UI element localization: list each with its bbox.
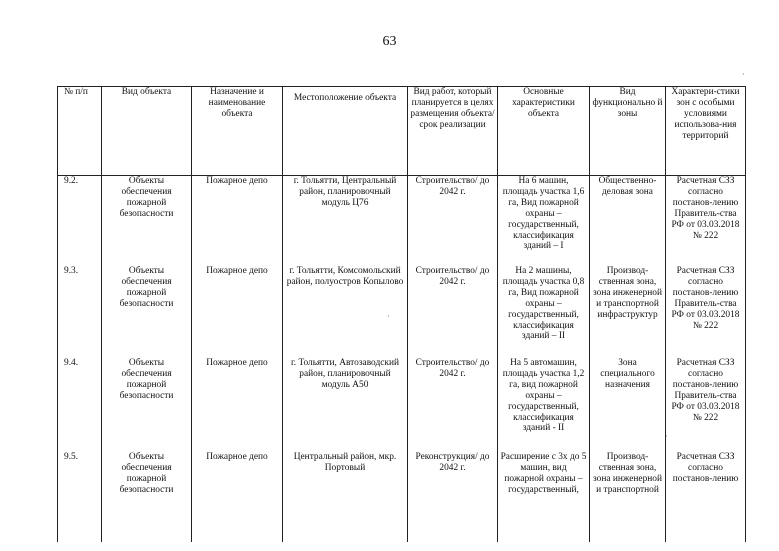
header-location: Местоположение объекта xyxy=(283,87,408,176)
object-type-cell: Объекты обеспечения пожарной безопасности xyxy=(102,452,192,542)
works-cell: Строительство/ до 2042 г. xyxy=(408,266,498,358)
header-zone: Вид функционально й зоны xyxy=(590,87,666,176)
works-cell: Строительство/ до 2042 г. xyxy=(408,176,498,267)
characteristics-cell: На 5 автомашин, площадь участка 1,2 га, вид пожарной охраны – государственный, классификация зданий - II xyxy=(498,358,590,452)
restrictions-cell: Расчетная СЗЗ согласно постанов-лению xyxy=(666,452,746,542)
characteristics-cell: На 6 машин, площадь участка 1,6 га, Вид пожарной охраны – государственный, классификация зданий – I xyxy=(498,176,590,267)
header-object-type: Вид объекта xyxy=(102,87,192,176)
restrictions-cell: Расчетная СЗЗ согласно постанов-лению Правитель-ства РФ от 03.03.2018 № 222 xyxy=(666,266,746,358)
table-header-row xyxy=(58,87,746,176)
table-row xyxy=(58,176,746,267)
table-row xyxy=(58,358,746,452)
purpose-cell: Пожарное депо xyxy=(192,266,283,358)
scan-speck: · xyxy=(387,312,390,321)
table-row xyxy=(58,452,746,542)
characteristics-cell: Расширение с 3х до 5 машин, вид пожарной охраны – государственный, xyxy=(498,452,590,542)
row-number: 9.2. xyxy=(58,176,102,267)
row-number: 9.5. xyxy=(58,452,102,542)
header-purpose: Назначение и наименование объекта xyxy=(192,87,283,176)
zone-cell: Зона специального назначения xyxy=(590,358,666,452)
purpose-cell: Пожарное депо xyxy=(192,452,283,542)
object-type-cell: Объекты обеспечения пожарной безопасности xyxy=(102,176,192,267)
page-number: 63 xyxy=(382,34,397,49)
location-cell: Центральный район, мкр. Портовый xyxy=(283,452,408,542)
location-cell: г. Тольятти, Комсомольский район, полуостров Копылово xyxy=(283,266,408,358)
restrictions-cell: Расчетная СЗЗ согласно постанов-лению Правитель-ства РФ от 03.03.2018 № 222 xyxy=(666,358,746,452)
purpose-cell: Пожарное депо xyxy=(192,358,283,452)
location-cell: г. Тольятти, Автозаводский район, планировочный модуль А50 xyxy=(283,358,408,452)
object-type-cell: Объекты обеспечения пожарной безопасности xyxy=(102,358,192,452)
zone-cell: Производ-ственная зона, зона инженерной и транспортной xyxy=(590,452,666,542)
restrictions-cell: Расчетная СЗЗ согласно постанов-лению Правитель-ства РФ от 03.03.2018 № 222 xyxy=(666,176,746,267)
header-number: № п/п xyxy=(58,87,102,176)
header-works: Вид работ, который планируется в целях размещения объекта/срок реализации xyxy=(408,87,498,176)
scan-speck: · xyxy=(742,70,745,79)
works-cell: Реконструкция/ до 2042 г. xyxy=(408,452,498,542)
scan-speck: · xyxy=(665,432,668,441)
zone-cell: Общественно-деловая зона xyxy=(590,176,666,267)
location-cell: г. Тольятти, Центральный район, планировочный модуль Ц76 xyxy=(283,176,408,267)
purpose-cell: Пожарное депо xyxy=(192,176,283,267)
header-restrictions: Характери-стики зон с особыми условиями использова-ния территорий xyxy=(666,87,746,176)
header-characteristics: Основные характеристики объекта xyxy=(498,87,590,176)
zone-cell: Производ-ственная зона, зона инженерной и транспортной инфраструктур xyxy=(590,266,666,358)
characteristics-cell: На 2 машины, площадь участка 0,8 га, Вид пожарной охраны – государственный, классификация зданий – II xyxy=(498,266,590,358)
works-cell: Строительство/ до 2042 г. xyxy=(408,358,498,452)
object-type-cell: Объекты обеспечения пожарной безопасности xyxy=(102,266,192,358)
objects-table xyxy=(57,86,746,542)
table-row xyxy=(58,266,746,358)
row-number: 9.4. xyxy=(58,358,102,452)
row-number: 9.3. xyxy=(58,266,102,358)
